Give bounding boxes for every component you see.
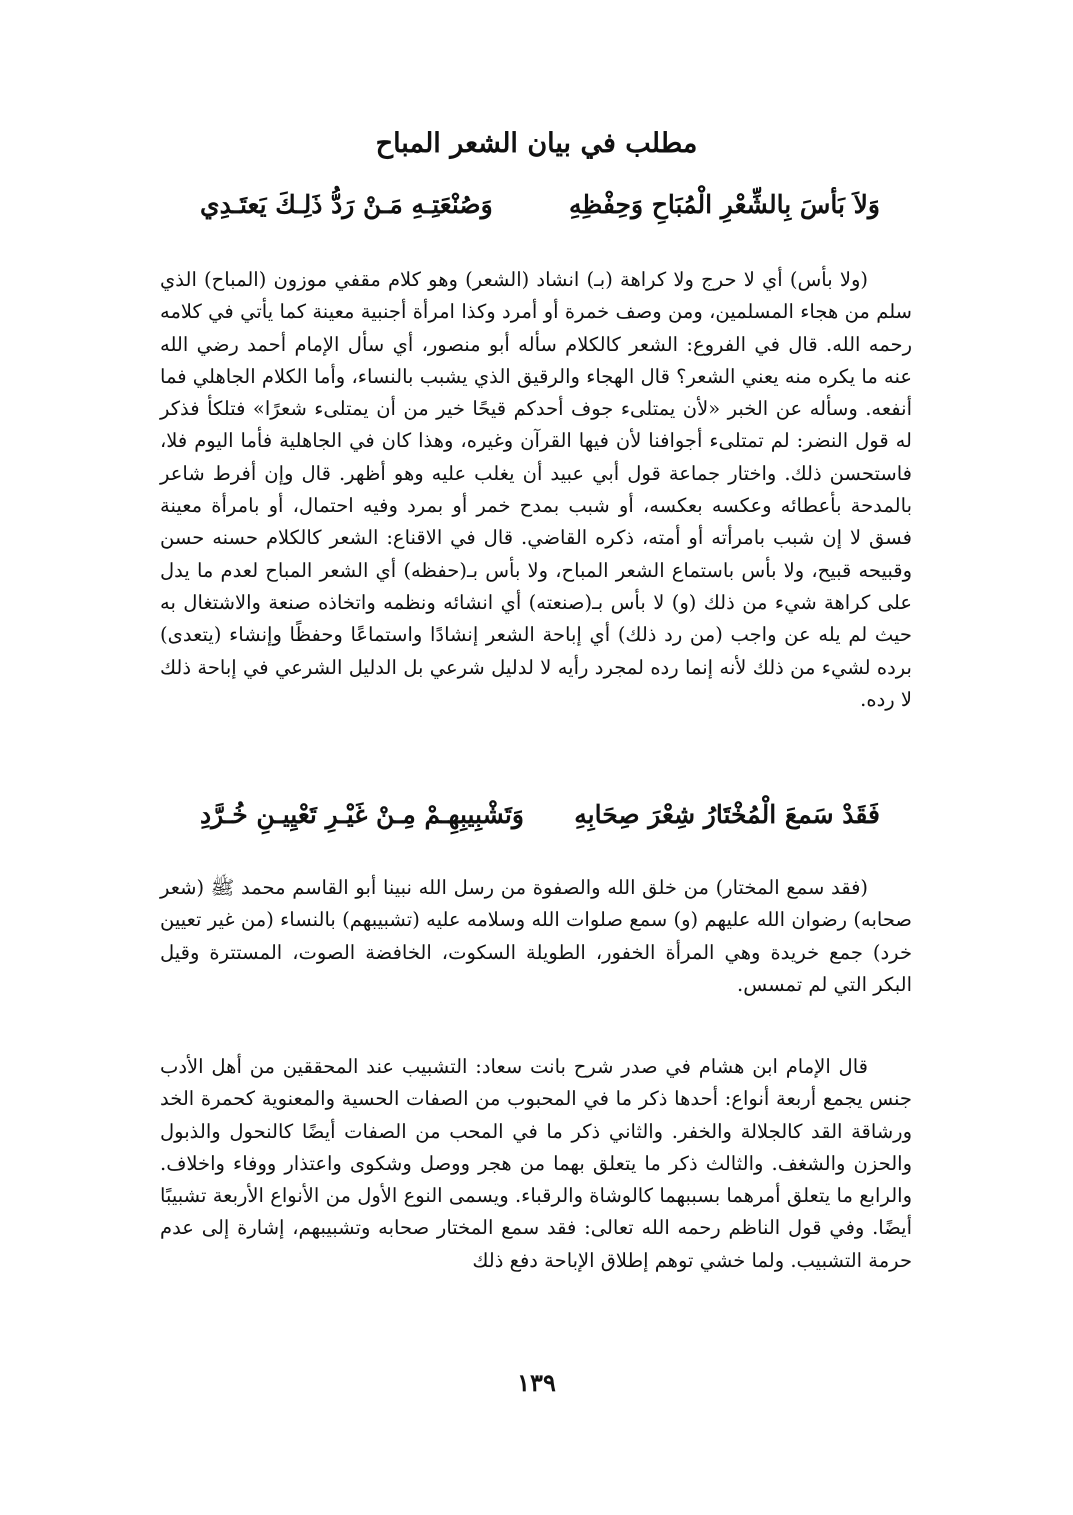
poem-verse-2: [200, 800, 880, 829]
verse-1-first-hemistich: وَلاَ بَأسَ بِالشِّعْرِ الْمُبَاحِ وَحِفْظِهِ: [569, 190, 880, 219]
verse-2-first-hemistich: فَقَدْ سَمعَ الْمُخْتَارُ شِعْرَ صِحَابِهِ: [574, 800, 880, 829]
page-number: ١٣٩: [517, 1368, 556, 1397]
paragraph-3-text: قال الإمام ابن هشام في صدر شرح بانت سعاد: التشبيب عند المحققين من أهل الأدب جنس يجمع أربعة أنواع: أحدها ذكر ما في المحبوب من الصفات الحسية والمعنوية كحمرة الخد ورشاقة القد كالجلالة والخفر. والثاني ذكر ما في المحب من الصفات أيضًا كالنحول والذبول والحزن والشغف. والثالث ذكر ما يتعلق بهما من هجر ووصل وشكوى واعتذار ووفاء واخلاف. والرابع ما يتعلق أمرهما بسببهما كالوشاة والرقباء. ويسمى النوع الأول من الأنواع الأربعة تشبيبًا أيضًا. وفي قول الناظم رحمه الله تعالى: فقد سمع المختار صحابه وتشبيبهم، إشارة إلى عدم حرمة التشبيب. ولما خشي توهم إطلاق الإباحة دفع ذلك: [160, 1055, 912, 1272]
commentary-paragraph-1: [160, 264, 912, 716]
section-title: مطلب في بيان الشعر المباح: [375, 128, 698, 159]
verse-2-second-hemistich: وَتَشْبِيبِهِـمْ مِـنْ غَيْـرِ تَعْيِيـنِ خُـرَّدِ: [200, 800, 524, 829]
paragraph-1-text: (ولا بأس) أي لا حرج ولا كراهة (بـ) انشاد (الشعر) وهو كلام مقفي موزون (المباح) الذي سلم من هجاء المسلمين، ومن وصف خمرة أو أمرد وكذا امرأة أجنبية معينة كما يأتي في كلامه رحمه الله. قال في الفروع: الشعر كالكلام سأله أبو منصور، أي سأل الإمام أحمد رضي الله عنه ما يكره منه يعني الشعر؟ قال الهجاء والرقيق الذي يشبب بالنساء، وأما الكلام الجاهلي فما أنفعه. وسأله عن الخبر «لأن يمتلىء جوف أحدكم قيحًا خير من أن يمتلىء شعرًا» فتلكأ فذكر له قول النضر: لم تمتلىء أجوافنا لأن فيها القرآن وغيره، وهذا كان في الجاهلية فأما اليوم فلا، فاستحسن ذلك. واختار جماعة قول أبي عبيد أن يغلب عليه وهو أظهر. قال وإن أفرط شاعر بالمدحة بأعطائه وعكسه بعكسه، أو شبب بمدح خمر أو بمرد وفيه احتمال، أو بامرأة معينة فسق لا إن شبب بامرأته أو أمته، ذكره القاضي. قال في الاقناع: الشعر كالكلام حسنه حسن وقبيحه قبيح، ولا بأس باستماع الشعر المباح، ولا بأس بـ(حفظه) أي الشعر المباح لعدم ما يدل على كراهة شيء من ذلك (و) لا بأس بـ(صنعته) أي انشائه ونظمه واتخاذه صنعة والاشتغال به حيث لم يله عن واجب (من رد ذلك) أي إباحة الشعر إنشادًا واستماعًا وحفظًا وإنشاء (يتعدى) برده لشيء من ذلك لأنه إنما رده لمجرد رأيه لا لدليل شرعي بل الدليل الشرعي في إباحة ذلك لا رده.: [160, 268, 912, 711]
commentary-paragraph-2: [160, 872, 912, 1001]
paragraph-2-text: (فقد سمع المختار) من خلق الله والصفوة من رسل الله نبينا أبو القاسم محمد ﷺ (شعر صحابه) رضوان الله عليهم (و) سمع صلوات الله وسلامه عليه (تشبيبهم) بالنساء (من غير تعيين خرد) جمع خريدة وهي المرأة الخفور، الطويلة السكوت، الخافضة الصوت، المستترة وقيل البكر التي لم تمسس.: [160, 876, 912, 996]
verse-1-second-hemistich: وَصُنْعَتِـهِ مَـنْ رَدُّ ذَلِـكَ يَعتَـدِي: [200, 190, 493, 219]
commentary-paragraph-3: [160, 1051, 912, 1277]
poem-verse-1: [200, 190, 880, 219]
